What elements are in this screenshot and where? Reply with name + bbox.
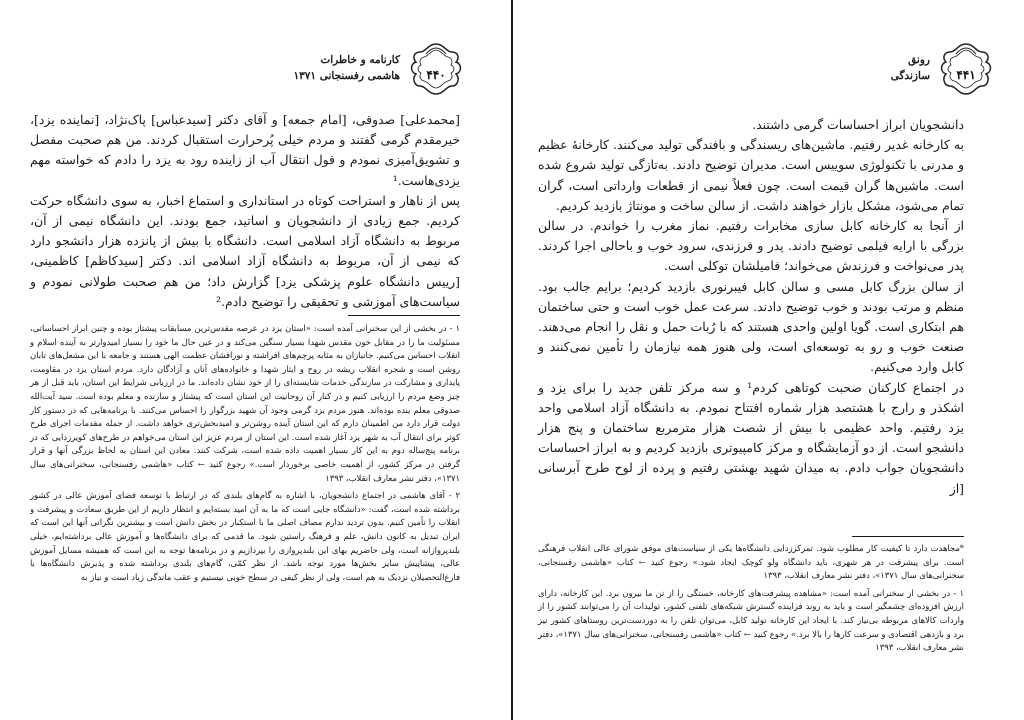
left-page <box>4 0 504 720</box>
main-text <box>538 115 964 499</box>
footnote-divider <box>852 536 964 537</box>
main-text <box>30 110 460 312</box>
paragraph: به کارخانه غدیر رفتیم. ماشین‌های ریسندگی و بافندگی تولید می‌کنند. کارخانهٔ عظیم و مدرنی با تکنولوژی سوییس است. مدیران توضیح دادند. به‌تازگی تولید شروع شده است. ماشین‌ها گران قیمت است. چون فعلاً نیمی از قطعات وارداتی است، گران تمام می‌شود، مشکل بازار خواهند داشت. از سالن ساخت و مونتاژ بازدید کردیم. <box>538 137 964 213</box>
paragraph: پس از ناهار و استراحت کوتاه در استانداری و استماع اخبار، به سوی دانشگاه حرکت کردیم. جمع زیادی از دانشجویان و اساتید، جمع بودند. این دانشگاه نیمی از آن، مربوط به دانشگاه آزاد اسلامی است. دانشگاه با بیش از پانزده هزار دانشجو دارد که نیمی از آن، مربوط به دانشگاه آزاد اسلامی اند. دکتر [سیدکاظم] کاظمینی، [رییس دانشگاه علوم پزشکی یزد] گزارش داد؛ من هم صحبت طولانی نمودم و سیاست‌های آموزشی و تحقیقی را توضیح دادم.² <box>30 192 460 309</box>
paragraph: [محمدعلی] صدوقی، [امام جمعه] و آقای دکتر [سیدعباس] پاک‌نژاد، [نماینده یزد]، خیرمقدم گرمی گفتند و مردم خیلی پُرحرارت استقبال کردند. من هم صحبت مفصل و تشویق‌آمیزی نمودم و قول انتقال آب از زاینده رود به یزد را دادم که خواسته مهم یزدی‌هاست.¹ <box>30 112 460 188</box>
running-header <box>736 40 996 100</box>
paragraph: در اجتماع کارکنان صحبت کوتاهی کردم¹ و سه مرکز تلفن جدید را برای یزد و اشکذر و رارج با هشتصد هزار شماره افتتاح نمودم. به دانشگاه آزاد اسلامی واحد یزد رفتیم. واحد عظیمی با بیش از شصت هزار مترمربع ساختمان و پنج هزار دانشجو است. از دو آزمایشگاه و مرکز کامپیوتری بازدید کردیم و به ابراز احساسات دانشجویان جواب دادم. به میدان شهید بهشتی رفتیم و پرده از لوح طرح آبرسانی [از <box>538 379 965 496</box>
footnotes <box>30 322 460 588</box>
footnote: ۱ - در بخشی از این سخنرانی آمده است: «استان یزد در عرصه مقدس‌ترین مسابقات پیشتاز بوده و چنین ابراز احساساتی، مسئولیت ما را در مقابل خون مقدس شهدا بسیار سنگین می‌کند و در عین حال ما خود را بسیار امیدوارتر به آینده اسلام و انقلاب احساس می‌کنیم. جانبازان به مثابه پرچم‌های افراشته و نورافشان عظمت الهی هستند و جامعه با این مشعل‌های تابان روشن است و شجره انقلاب ریشه در روح و ایثار شهدا و خانواده‌های آنان و آزادگان دارد. مردم استان یزد در مقاومت، پایداری و مشارکت در سازندگی خدمات شایسته‌ای را از خود نشان داده‌اند. ما در ارزیابی شرایط این استان، باید قبل از هر چیز وضع مردم را ارزیابی کنیم و در کنار آن روحانیت این استان است که پیشتاز و سازنده و معلم بوده است. سید آیت‌الله صدوقی معلم بنده بوده‌اند. هنوز مردم یزد گرمی وجود آن شهید بزرگوار را احساس می‌کنند. با برنامه‌هایی که در دستور کار دولت قرار دارد من اطمینان دارم که این استان آینده روشن‌تر و امیدبخش‌تری خواهد داشت. از جمله مقدمات اجرای طرح کوثر برای انتقال آب به شهر یزد آغاز شده است. این استان از مردم عزیز این استان می‌خواهم در طرح‌های کویرزدایی که در برنامه پنج‌ساله دوم به این کار بسیار اهمیت داده شده است، شرکت کنند. معادن این استان به لحاظ بزرگی آنها و قرار گرفتن در مرکز کشور، از اهمیت خاصی برخوردار است.» رجوع کنید ← کتاب «هاشمی رفسنجانی، سخنرانی‌های سال ۱۳۷۱»، دفتر نشر معارف انقلاب، ۱۳۹۳ <box>30 323 460 483</box>
header-line: کارنامه و خاطرات <box>320 54 400 66</box>
paragraph: دانشجویان ابراز احساسات گرمی داشتند. <box>752 117 964 132</box>
page-number: ۴۴۰ <box>426 68 446 82</box>
gutter-line <box>511 0 513 720</box>
header-line: سازندگی <box>890 70 930 82</box>
running-header <box>206 40 466 100</box>
footnote: ۲ - آقای هاشمی در اجتماع دانشجویان، با اشاره به گام‌های بلندی که در ارتباط با توسعه فضای آموزش عالی در کشور برداشته شده است، گفت: «دانشگاه جایی است که ما به آن امید بسته‌ایم و انتظار داریم از این طریق سعادت و پیشرفت و انقلاب را تأمین کنیم. بدون تردید ندارم مصاف اصلی ما با استکبار در بخش دانش است و بیشترین نگرانی آنها این است که ایران تبدیل به کانون دانش، علم و فرهنگ راستین شود. ما قدمی که برای دانشگاه‌ها و آموزش عالی برداشته‌ایم، خیلی بلندپروازانه است، ولی حاضریم بهای این بلندپروازی را بپردازیم و در برنامه‌ها توجه به این است که همیشه مسایل آموزش عالی، پیشاپیش سایر بخش‌ها مورد توجه باشد. از نظر کمّی، گام‌های بلندی برداشته شده و پذیرش دانشگاه‌ها با فارغ‌التحصیلان نزدیک به هم است، ولی از نظر کیفی در سطح خوبی نیستیم و عقب ماندگی زیاد است و نیاز به <box>30 490 460 582</box>
footnote: *مجاهدت دارد تا کیفیت کار مطلوب شود. تمرکززدایی دانشگاه‌ها یکی از سیاست‌های موفق شورای عالی انقلاب فرهنگی است. برای پیشرفت در هر شهری، باید دانشگاه ولو کوچک ایجاد شود.» رجوع کنید ← کتاب «هاشمی رفسنجانی، سخنرانی‌های سال ۱۳۷۱»، دفتر نشر معارف انقلاب، ۱۳۹۳ <box>538 543 964 581</box>
footnotes <box>538 542 964 659</box>
page-number: ۴۴۱ <box>956 68 976 82</box>
paragraph: از آنجا به کارخانه کابل سازی مخابرات رفتیم. نماز مغرب را خواندم. در سالن بزرگی با ارایه فیلمی توضیح دادند. پدر و فرزندی، سرود خوب و باحالی اجرا کردند. پدر می‌نواخت و فرزندش می‌خواند؛ فامیلشان توکلی است. <box>538 218 964 274</box>
footnote: ۱ - در بخشی از سخنرانی آمده است: «مشاهده پیشرفت‌های کارخانه، خستگی را از تن ما بیرون برد. این کارخانه، دارای ارزش افزوده‌ای چشمگیر است و باید به روند فزاینده گسترش شبکه‌های تلفنی کشور، تولیدات آن را می‌توانند کشور را از واردات کالاهای مربوطه بی‌نیاز کند. با ایجاد این کارخانه تولید کابل، می‌توان تلفن را به دوردست‌ترین روستاهای کشور نیز برد و بازدهی اقتصادی و سرعت کارها را بالا برد.» رجوع کنید ← کتاب «هاشمی رفسنجانی، سخنرانی‌های سال ۱۳۷۱»، دفتر نشر معارف انقلاب، ۱۳۹۳ <box>538 587 964 653</box>
paragraph: از سالن بزرگ کابل مسی و سالن کابل فیبرنوری بازدید کردیم؛ برایم جالب بود. منظم و مرتب بودند و خوب توضیح دادند. سرعت عمل خوب است و حتی ساختمان هم ابتکاری است. گویا اولین واحدی هستند که با رُبات حمل و نقل را انجام می‌دهند. صنعت خوب و رو به توسعه‌ای است، ولی هنوز همه نیازمان را تأمین نمی‌کنند و کابل وارد می‌کنیم. <box>538 278 964 375</box>
header-title <box>293 52 400 84</box>
header-line: هاشمی رفسنجانی ۱۳۷۱ <box>293 70 400 82</box>
right-page <box>516 0 1016 720</box>
header-title <box>891 52 930 84</box>
header-line: رونق <box>908 54 930 66</box>
footnote-divider <box>348 315 460 316</box>
